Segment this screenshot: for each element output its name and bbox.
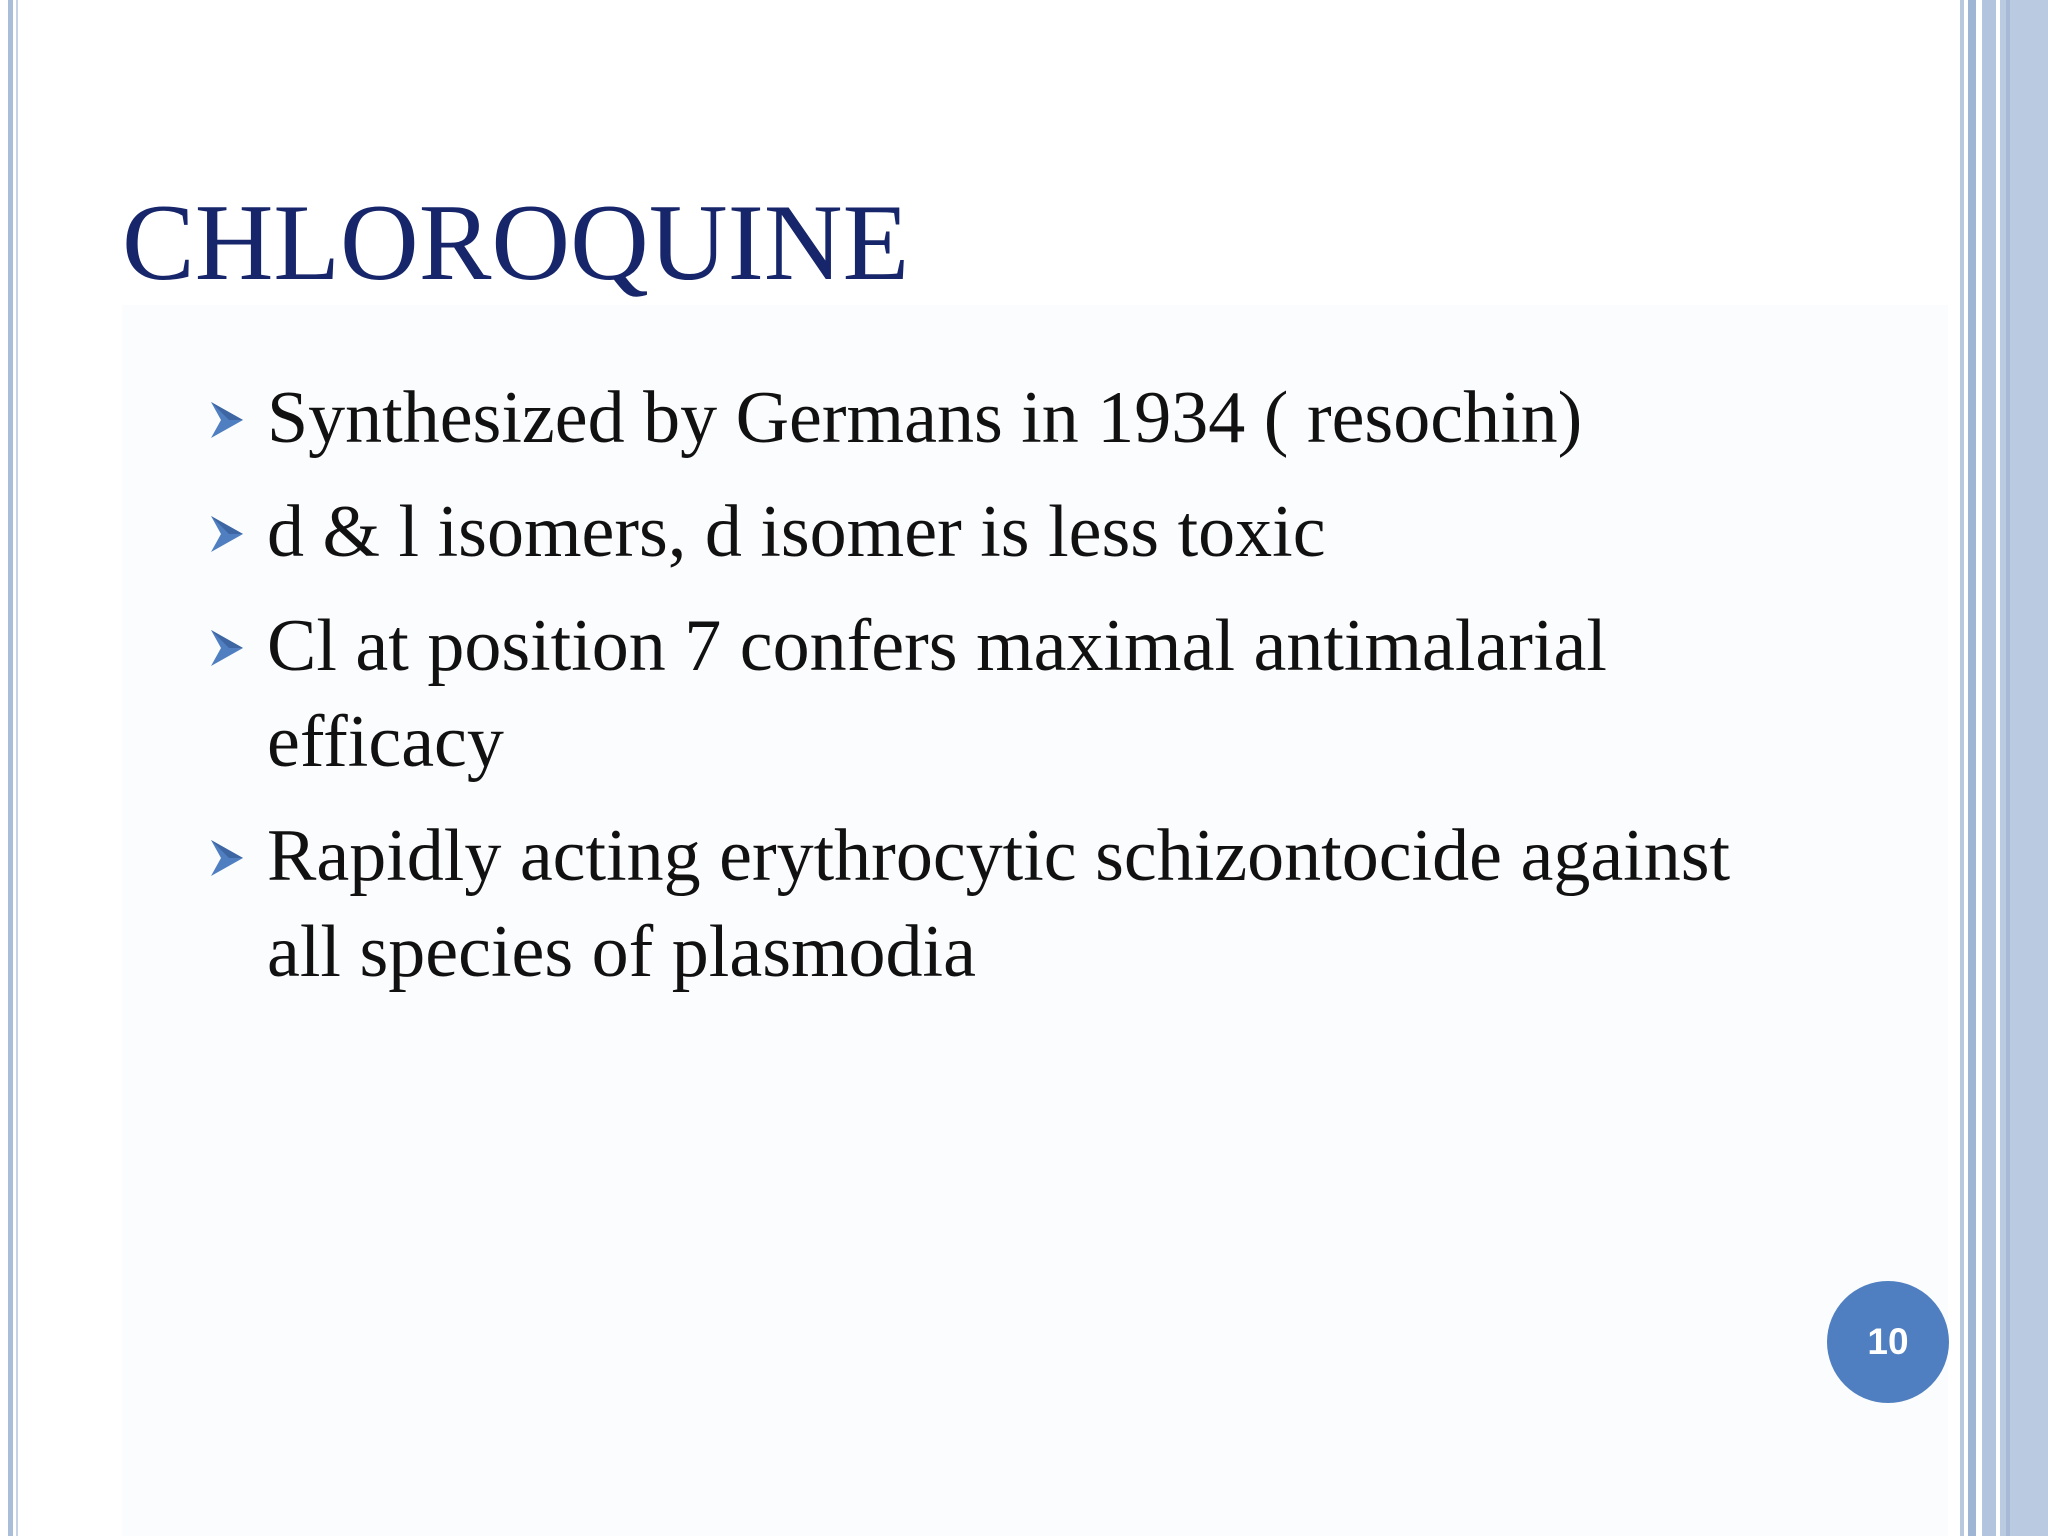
right-border-stripe: [1982, 0, 1996, 1536]
arrowhead-bullet-icon: [209, 838, 245, 878]
right-border-stripe: [2006, 0, 2010, 1536]
bullet-list: [205, 370, 1765, 1018]
bullet-text: d & l isomers, d isomer is less toxic: [267, 491, 1326, 573]
bullet-item: [205, 808, 1765, 1000]
arrowhead-bullet-icon: [209, 628, 245, 668]
arrowhead-bullet-icon: [209, 400, 245, 440]
left-border-stripe: [8, 0, 13, 1536]
slide-title: CHLOROQUINE: [122, 182, 910, 303]
bullet-text: Rapidly acting erythrocytic schizontocide against all species of plasmodia: [267, 815, 1731, 993]
right-border-stripe: [1960, 0, 1964, 1536]
arrowhead-bullet-icon: [209, 514, 245, 554]
left-border-stripe-thin: [16, 0, 18, 1536]
page-number: 10: [1867, 1321, 1909, 1362]
right-border-stripe: [1968, 0, 1976, 1536]
bullet-item: [205, 484, 1765, 580]
page-number-badge: [1827, 1281, 1949, 1403]
bullet-text: Cl at position 7 confers maximal antimalarial efficacy: [267, 605, 1607, 783]
bullet-text: Synthesized by Germans in 1934 ( resochin): [267, 377, 1583, 459]
bullet-item: [205, 370, 1765, 466]
bullet-item: [205, 598, 1765, 790]
